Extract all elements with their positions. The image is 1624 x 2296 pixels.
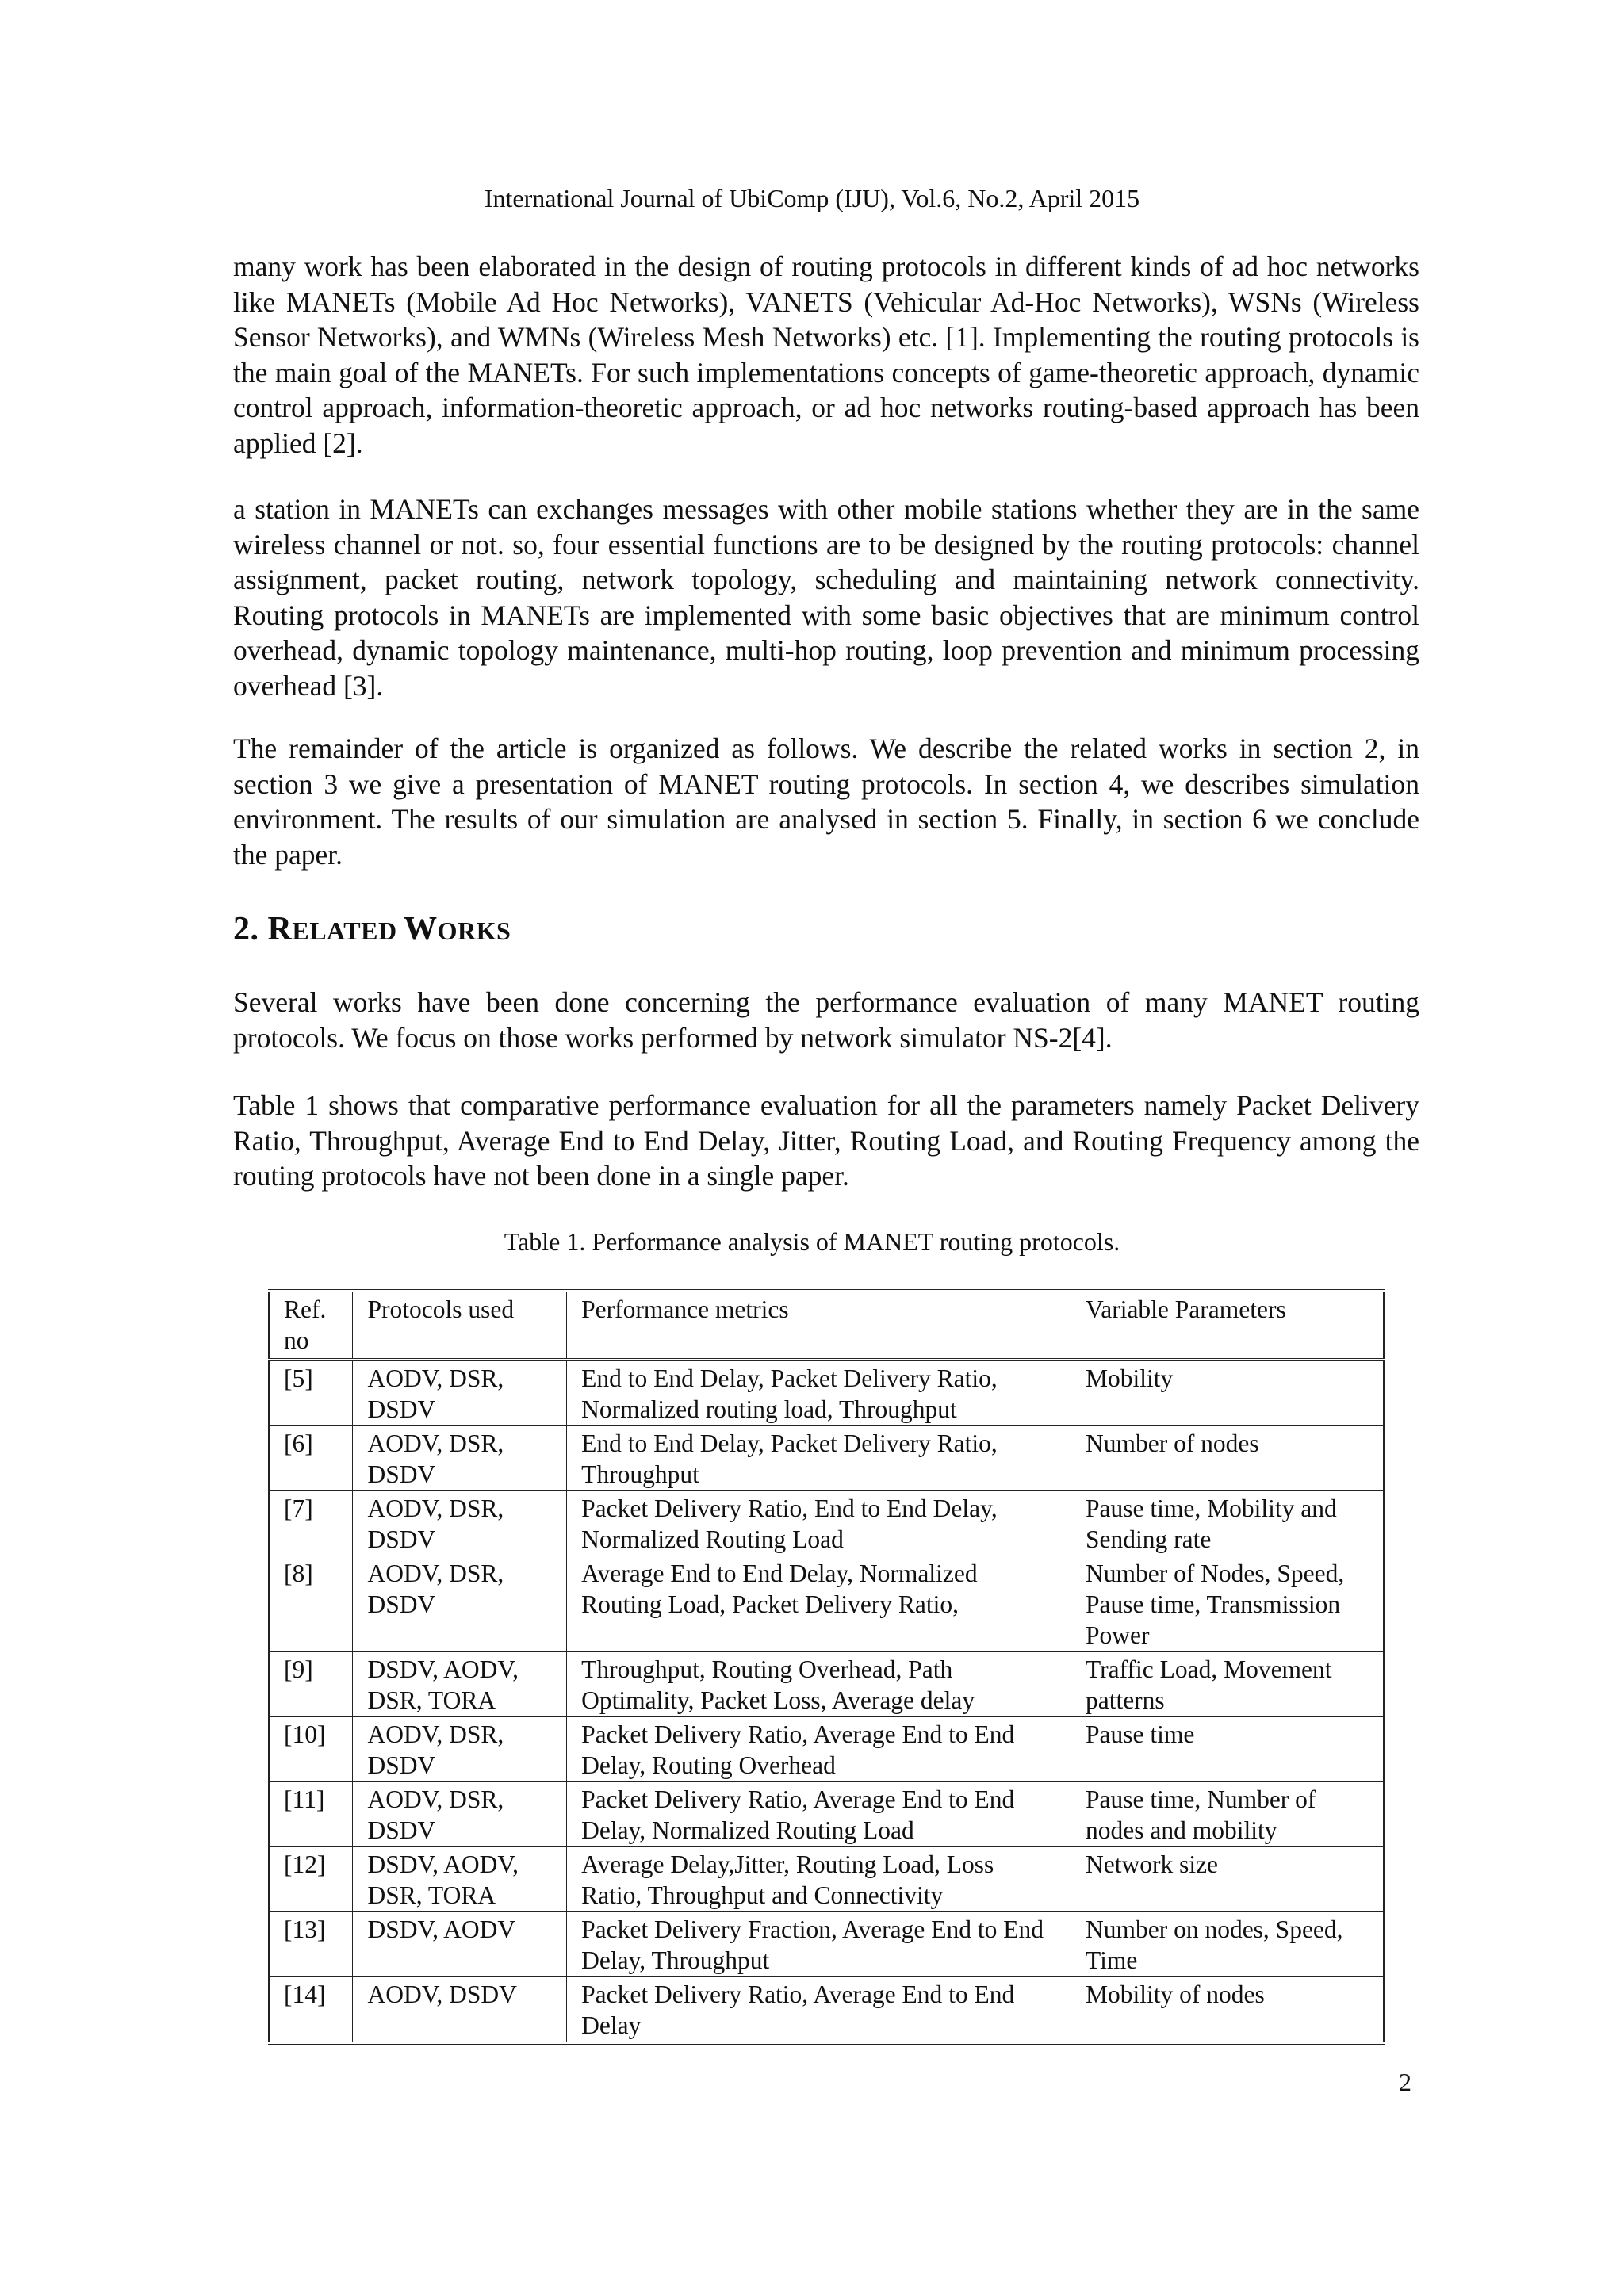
cell-ref: [14] — [269, 1977, 353, 2044]
cell-ref: [13] — [269, 1912, 353, 1977]
cell-protocols: DSDV, AODV, DSR, TORA — [353, 1652, 567, 1717]
table-row — [269, 1847, 1384, 1912]
cell-metrics: Packet Delivery Ratio, Average End to End Delay, Normalized Routing Load — [567, 1782, 1071, 1847]
cell-protocols: AODV, DSR, DSDV — [353, 1360, 567, 1426]
table-row — [269, 1912, 1384, 1977]
cell-parameters: Number of nodes — [1071, 1426, 1384, 1491]
cell-parameters: Pause time — [1071, 1717, 1384, 1782]
table-row — [269, 1491, 1384, 1556]
cell-parameters: Pause time, Number of nodes and mobility — [1071, 1782, 1384, 1847]
table-row — [269, 1556, 1384, 1652]
cell-protocols: AODV, DSDV — [353, 1977, 567, 2044]
cell-ref: [8] — [269, 1556, 353, 1652]
cell-ref: [11] — [269, 1782, 353, 1847]
cell-metrics: End to End Delay, Packet Delivery Ratio, Normalized routing load, Throughput — [567, 1360, 1071, 1426]
cell-parameters: Mobility — [1071, 1360, 1384, 1426]
header-performance-metrics: Performance metrics — [567, 1291, 1071, 1360]
cell-ref: [12] — [269, 1847, 353, 1912]
page-number: 2 — [1399, 2068, 1411, 2096]
cell-parameters: Number of Nodes, Speed, Pause time, Transmission Power — [1071, 1556, 1384, 1652]
cell-ref: [9] — [269, 1652, 353, 1717]
cell-metrics: Average End to End Delay, Normalized Routing Load, Packet Delivery Ratio, — [567, 1556, 1071, 1652]
table-row — [269, 1717, 1384, 1782]
paragraph-organization: The remainder of the article is organized as follows. We describe the related works in section 2, in section 3 we give a presentation of MANET routing protocols. In section 4, we describes simulation environment. The results of our simulation are analysed in section 5. Finally, in section 6 we conclude the paper. — [233, 733, 1419, 871]
header-protocols-used: Protocols used — [353, 1291, 567, 1360]
header-variable-parameters: Variable Parameters — [1071, 1291, 1384, 1360]
cell-metrics: Packet Delivery Ratio, Average End to End Delay, Routing Overhead — [567, 1717, 1071, 1782]
cell-protocols: AODV, DSR, DSDV — [353, 1426, 567, 1491]
cell-metrics: Throughput, Routing Overhead, Path Optimality, Packet Loss, Average delay — [567, 1652, 1071, 1717]
section-number: 2. — [233, 911, 268, 947]
cell-metrics: Average Delay,Jitter, Routing Load, Loss Ratio, Throughput and Connectivity — [567, 1847, 1071, 1912]
table-row — [269, 1977, 1384, 2044]
cell-parameters: Network size — [1071, 1847, 1384, 1912]
cell-protocols: AODV, DSR, DSDV — [353, 1782, 567, 1847]
cell-parameters: Traffic Load, Movement patterns — [1071, 1652, 1384, 1717]
paragraph-intro-2: a station in MANETs can exchanges messages with other mobile stations whether they are in the same wireless channel or not. so, four essential functions are to be designed by the routing protocols: channel assignment, packet routing, network topology, scheduling and maintaining network connectivity. Routing protocols in MANETs are implemented with some basic objectives that are minimum control overhead, dynamic topology maintenance, multi-hop routing, loop prevention and minimum processing overhead [3]. — [233, 493, 1419, 702]
table-header-row — [269, 1291, 1384, 1360]
cell-protocols: DSDV, AODV — [353, 1912, 567, 1977]
paragraph-related-works-1: Several works have been done concerning the performance evaluation of many MANET routing protocols. We focus on those works performed by network simulator NS-2[4]. — [233, 986, 1419, 1054]
header-ref-no: Ref. no — [269, 1291, 353, 1360]
section-word2-initial: W — [404, 911, 438, 947]
cell-parameters: Pause time, Mobility and Sending rate — [1071, 1491, 1384, 1556]
cell-metrics: End to End Delay, Packet Delivery Ratio, Throughput — [567, 1426, 1071, 1491]
cell-parameters: Number on nodes, Speed, Time — [1071, 1912, 1384, 1977]
section-word1-initial: R — [267, 911, 293, 947]
cell-ref: [6] — [269, 1426, 353, 1491]
section-word2-rest: ORKS — [437, 916, 511, 945]
running-header: International Journal of UbiComp (IJU), Vol.6, No.2, April 2015 — [484, 184, 1140, 212]
section-heading-related-works — [233, 910, 511, 948]
cell-protocols: DSDV, AODV, DSR, TORA — [353, 1847, 567, 1912]
cell-metrics: Packet Delivery Fraction, Average End to End Delay, Throughput — [567, 1912, 1071, 1977]
cell-protocols: AODV, DSR, DSDV — [353, 1491, 567, 1556]
paragraph-related-works-2: Table 1 shows that comparative performance evaluation for all the parameters namely Packet Delivery Ratio, Throughput, Average End to End Delay, Jitter, Routing Load, and Routing Frequency among the routing protocols have not been done in a single paper. — [233, 1089, 1419, 1192]
table-row — [269, 1652, 1384, 1717]
cell-protocols: AODV, DSR, DSDV — [353, 1556, 567, 1652]
cell-metrics: Packet Delivery Ratio, Average End to End Delay — [567, 1977, 1071, 2044]
paragraph-intro-1: many work has been elaborated in the design of routing protocols in different kinds of ad hoc networks like MANETs (Mobile Ad Hoc Networks), VANETS (Vehicular Ad-Hoc Networks), WSNs (Wireless Sensor Networks), and WMNs (Wireless Mesh Networks) etc. [1]. Implementing the routing protocols is the main goal of the MANETs. For such implementations concepts of game-theoretic approach, dynamic control approach, information-theoretic approach, or ad hoc networks routing-based approach has been applied [2]. — [233, 251, 1419, 459]
table-row — [269, 1782, 1384, 1847]
cell-protocols: AODV, DSR, DSDV — [353, 1717, 567, 1782]
cell-metrics: Packet Delivery Ratio, End to End Delay, Normalized Routing Load — [567, 1491, 1071, 1556]
cell-ref: [5] — [269, 1360, 353, 1426]
table-row — [269, 1360, 1384, 1426]
cell-ref: [7] — [269, 1491, 353, 1556]
performance-table — [268, 1289, 1385, 2045]
cell-parameters: Mobility of nodes — [1071, 1977, 1384, 2044]
section-word1-rest: ELATED — [292, 916, 404, 945]
table-row — [269, 1426, 1384, 1491]
cell-ref: [10] — [269, 1717, 353, 1782]
table-container — [268, 1289, 1385, 2045]
table-caption: Table 1. Performance analysis of MANET routing protocols. — [504, 1227, 1120, 1256]
